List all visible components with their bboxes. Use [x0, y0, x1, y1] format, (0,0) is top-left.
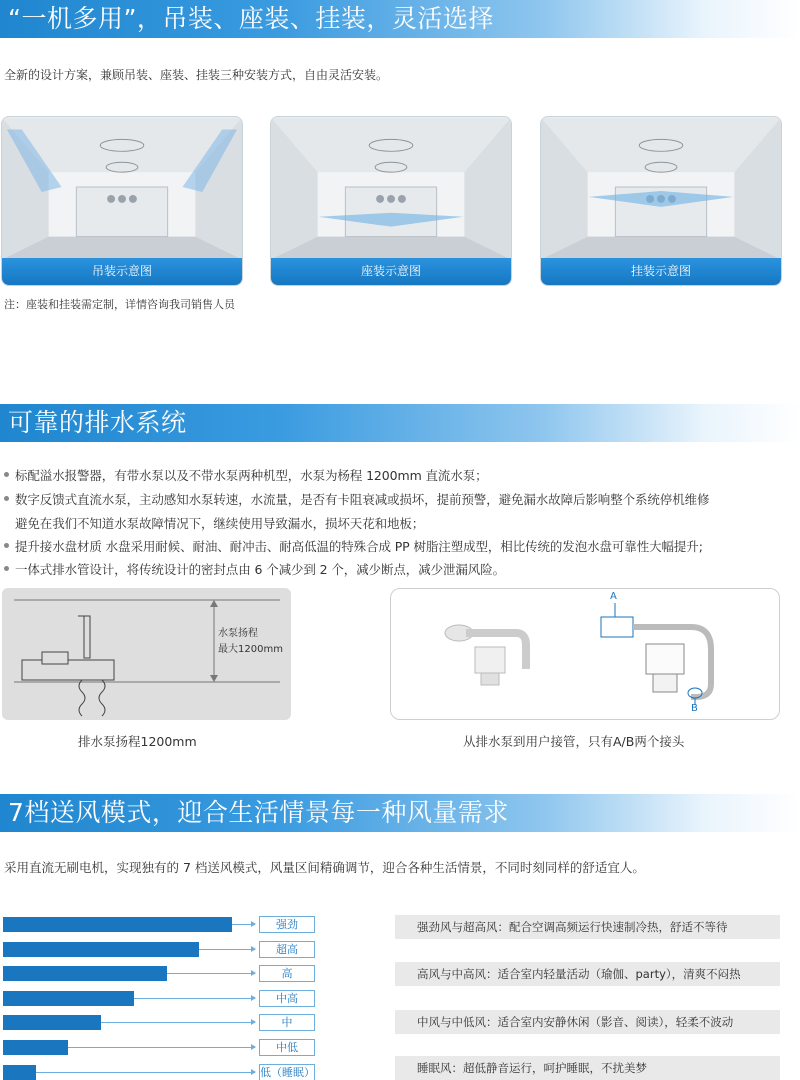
fan-speed-arrow — [232, 924, 255, 925]
fan-speed-arrow — [36, 1072, 255, 1073]
fan-speed-arrow — [167, 973, 255, 974]
joint-a-label: A — [610, 591, 617, 602]
fan-speed-label: 高 — [259, 965, 315, 982]
drain-joints-caption: 从排水泵到用户接管，只有A/B两个接头 — [463, 734, 685, 749]
fan-speed-label: 超高 — [259, 941, 315, 958]
installation-note: 注：座装和挂装需定制，详情咨询我司销售人员 — [4, 298, 235, 311]
fan-mode-description: 强劲风与超高风：配合空调高频运行快速制冷热，舒适不等待 — [395, 915, 780, 939]
section-header-drainage — [0, 404, 800, 442]
fan-speed-label: 中低 — [259, 1039, 315, 1056]
pump-head-label: 水泵扬程 最大1200mm — [218, 628, 283, 655]
hall-illustration-ceiling — [2, 117, 242, 260]
panel-caption: 座装示意图 — [271, 258, 511, 285]
panel-wall-mount — [540, 116, 782, 286]
fan-speed-label: 中 — [259, 1014, 315, 1031]
drain-joints-diagram — [390, 588, 780, 720]
fan-speed-bar — [3, 1040, 68, 1055]
fan-speed-label: 强劲 — [259, 916, 315, 933]
bullet-continuation: 避免在我们不知道水泵故障情况下，继续使用导致漏水，损坏天花和地板； — [15, 516, 425, 531]
joint-b-label: B — [691, 703, 698, 714]
fan-speed-bar — [3, 917, 232, 932]
bullet-dot — [4, 566, 9, 571]
fan-speed-arrow — [101, 1022, 255, 1023]
section-title: 可靠的排水系统 — [8, 408, 187, 437]
fan-mode-description: 高风与中高风：适合室内轻量活动（瑜伽、party），清爽不闷热 — [395, 962, 780, 986]
section-header-installation — [0, 0, 800, 38]
section-header-fan-modes — [0, 794, 800, 832]
fan-speed-arrow — [199, 949, 255, 950]
panel-caption: 挂装示意图 — [541, 258, 781, 285]
fan-speed-bar — [3, 942, 199, 957]
bullet-dot — [4, 472, 9, 477]
panel-ceiling-mount — [1, 116, 243, 286]
bullet-item: 标配溢水报警器，有带水泵以及不带水泵两种机型，水泵为杨程 1200mm 直流水泵； — [4, 466, 488, 484]
bullet-dot — [4, 496, 9, 501]
fan-speed-bar — [3, 991, 134, 1006]
fan-speed-arrow — [134, 998, 255, 999]
bullet-item: 数字反馈式直流水泵，主动感知水泵转速，水流量，是否有卡阻衰减或损坏，提前预警，避免漏水故障后影响整个系统停机维修 — [4, 490, 709, 508]
pump-head-diagram — [2, 588, 291, 720]
installation-intro: 全新的设计方案，兼顾吊装、座装、挂装三种安装方式，自由灵活安装。 — [4, 68, 389, 82]
fan-speed-label: 低（睡眠） — [260, 1065, 315, 1079]
bullet-item: 一体式排水管设计，将传统设计的密封点由 6 个减少到 2 个，减少断点，减少泄漏风险。 — [4, 560, 505, 578]
bullet-dot — [4, 543, 9, 548]
pump-head-caption: 排水泵扬程1200mm — [78, 734, 197, 749]
fan-speed-label: 中高 — [259, 990, 315, 1007]
hall-illustration-wall — [541, 117, 781, 260]
section-title: 7档送风模式，迎合生活情景每一种风量需求 — [8, 798, 509, 827]
fan-speed-bar — [3, 1065, 36, 1080]
section-title: “一机多用”，吊装、座装、挂装，灵活选择 — [8, 4, 494, 33]
fan-mode-description: 中风与中低风：适合室内安静休闲（影音、阅读），轻柔不波动 — [395, 1010, 780, 1034]
fan-modes-intro: 采用直流无刷电机，实现独有的 7 档送风模式，风量区间精确调节，迎合各种生活情景，不同时刻同样的舒适宜人。 — [4, 860, 645, 875]
hall-illustration-floor — [271, 117, 511, 260]
panel-caption: 吊装示意图 — [2, 258, 242, 285]
fan-speed-bar — [3, 966, 167, 981]
fan-speed-bar — [3, 1015, 101, 1030]
fan-speed-arrow — [68, 1047, 255, 1048]
fan-mode-description: 睡眠风：超低静音运行，呵护睡眠，不扰美梦 — [395, 1056, 780, 1080]
panel-floor-mount — [270, 116, 512, 286]
bullet-item: 提升接水盘材质 水盘采用耐候、耐油、耐冲击、耐高低温的特殊合成 PP 树脂注塑成型，相比传统的发泡水盘可靠性大幅提升; — [4, 537, 703, 555]
